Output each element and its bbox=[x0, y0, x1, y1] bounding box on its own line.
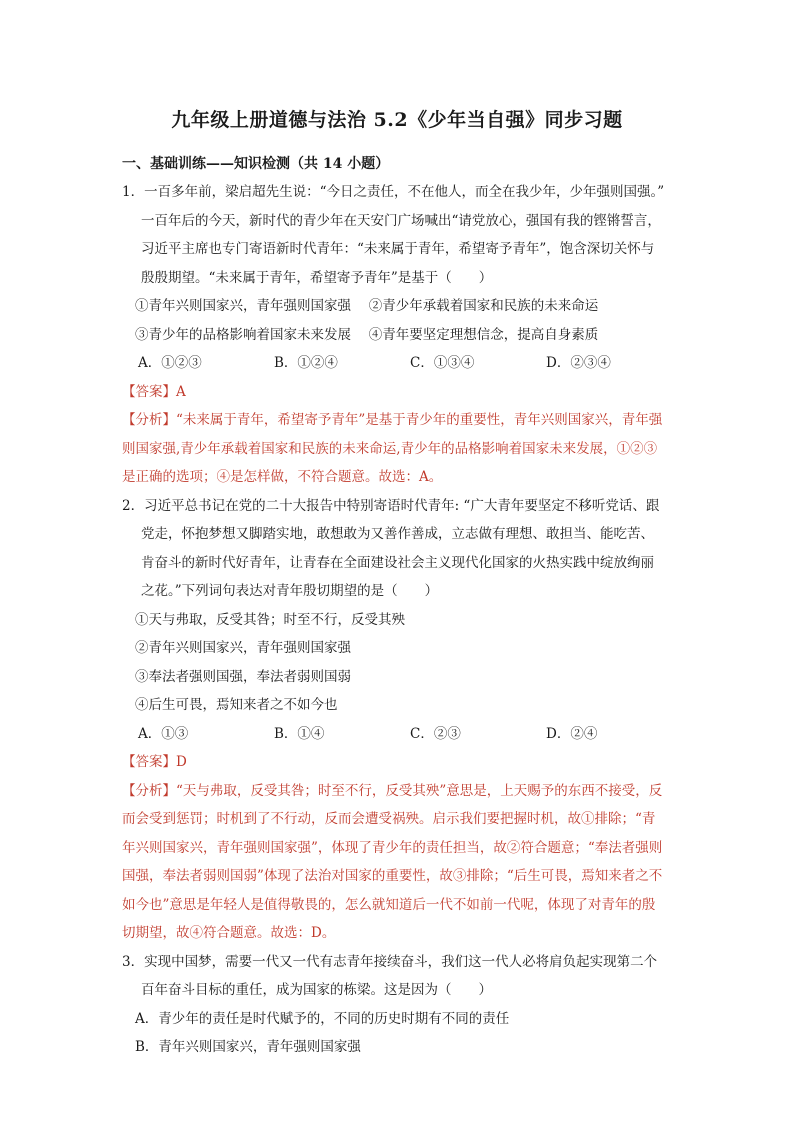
statement-line: ④后生可畏，焉知来者之不如今也 bbox=[135, 697, 338, 713]
statement-line: ②青年兴则国家兴，青年强则国家强 bbox=[135, 640, 351, 656]
question-stem-line: 1．一百多年前，梁启超先生说：“今日之责任，不在他人，而全在我少年，少年强则国强。” bbox=[122, 184, 665, 200]
question-stem-line: 一百年后的今天，新时代的青少年在天安门广场喊出“请党放心，强国有我的铿锵誓言， bbox=[141, 212, 661, 229]
analysis-line: 则国家强,青少年承载着国家和民族的未来命运,青少年的品格影响着国家未来发展，①②③ bbox=[122, 440, 658, 457]
question-stem-line: 2．习近平总书记在党的二十大报告中特别寄语时代青年: “广大青年要坚定不移听党话、跟 bbox=[122, 497, 660, 514]
option-a: A．①②③ bbox=[138, 355, 202, 371]
question-stem-line: 习近平主席也专门寄语新时代青年：“未来属于青年，希望寄予青年”，饱含深切关怀与 bbox=[141, 241, 655, 257]
option-b: B．①④ bbox=[274, 725, 325, 742]
analysis-line: 国强，奉法者弱则国弱”体现了法治对国家的重要性，故③排除；“后生可畏，焉知来者之不 bbox=[122, 868, 663, 884]
answer-line: 【答案】D bbox=[122, 754, 187, 770]
statement-line: ①青年兴则国家兴，青年强则国家强 ②青少年承载着国家和民族的未来命运 bbox=[135, 298, 599, 314]
analysis-line: 是正确的选项；④是怎样做，不符合题意。故选：A。 bbox=[122, 469, 443, 485]
analysis-line: 【分析】“天与弗取，反受其咎；时至不行，反受其殃”意思是，上天赐予的东西不接受，反 bbox=[122, 782, 663, 799]
answer-line: 【答案】A bbox=[122, 383, 186, 400]
option-a: A．青少年的责任是时代赋予的，不同的历史时期有不同的责任 bbox=[135, 1010, 510, 1027]
question-stem-line: 肯奋斗的新时代好青年，让青春在全面建设社会主义现代化国家的火热实践中绽放绚丽 bbox=[141, 554, 654, 571]
statement-line: ①天与弗取，反受其咎；时至不行，反受其殃 bbox=[135, 611, 405, 628]
section-heading: 一、基础训练——知识检测（共 14 小题） bbox=[122, 156, 390, 172]
question-2 bbox=[122, 492, 682, 948]
document-title: 九年级上册道德与法治 5.2《少年当自强》同步习题 bbox=[171, 109, 623, 131]
analysis-line: 切期望，故④符合题意。故选：D。 bbox=[122, 925, 336, 941]
option-b: B．青年兴则国家兴，青年强则国家强 bbox=[135, 1039, 361, 1055]
analysis-block bbox=[122, 406, 682, 492]
question-list bbox=[122, 178, 682, 1062]
analysis-line: 年兴则国家兴，青年强则国家强”，体现了青少年的责任担当，故②符合题意；“奉法者强则 bbox=[122, 839, 663, 856]
question-stem-line: 党走，怀抱梦想又脚踏实地，敢想敢为又善作善成，立志做有理想、敢担当、能吃苦、 bbox=[141, 526, 654, 542]
analysis-line: 如今也”意思是年轻人是值得敬畏的，怎么就知道后一代不如前一代呢，体现了对青年的殷 bbox=[122, 896, 656, 913]
analysis-block bbox=[122, 777, 682, 948]
question-stem-line: 殷殷期望。“未来属于青年，希望寄予青年”是基于（ ） bbox=[141, 269, 493, 286]
question-3 bbox=[122, 948, 682, 1062]
option-a: A．①③ bbox=[138, 725, 189, 742]
statement-line: ③青少年的品格影响着国家未来发展 ④青年要坚定理想信念，提高自身素质 bbox=[135, 326, 599, 343]
option-c: C．②③ bbox=[410, 725, 461, 742]
question-stem-line: 之花。”下列词句表达对青年殷切期望的是（ ） bbox=[141, 583, 439, 599]
analysis-line: 而会受到惩罚；时机到了不行动，反而会遭受祸殃。启示我们要把握时机，故①排除；“青 bbox=[122, 811, 656, 827]
analysis-line: 【分析】“未来属于青年，希望寄予青年”是基于青少年的重要性，青年兴则国家兴，青年强 bbox=[122, 412, 663, 428]
option-b: B．①②④ bbox=[274, 355, 338, 371]
answer-options bbox=[122, 720, 682, 749]
answer-options bbox=[122, 349, 682, 378]
question-1 bbox=[122, 178, 682, 492]
option-d: D．②④ bbox=[546, 725, 598, 742]
option-c: C．①③④ bbox=[410, 355, 475, 371]
option-d: D．②③④ bbox=[546, 355, 611, 371]
question-stem-line: 3．实现中国梦，需要一代又一代有志青年接续奋斗，我们这一代人必将肩负起实现第二个 bbox=[122, 953, 658, 970]
statement-line: ③奉法者强则国强，奉法者弱则国弱 bbox=[135, 668, 351, 685]
question-stem-line: 百年奋斗目标的重任，成为国家的栋梁。这是因为（ ） bbox=[141, 982, 492, 998]
